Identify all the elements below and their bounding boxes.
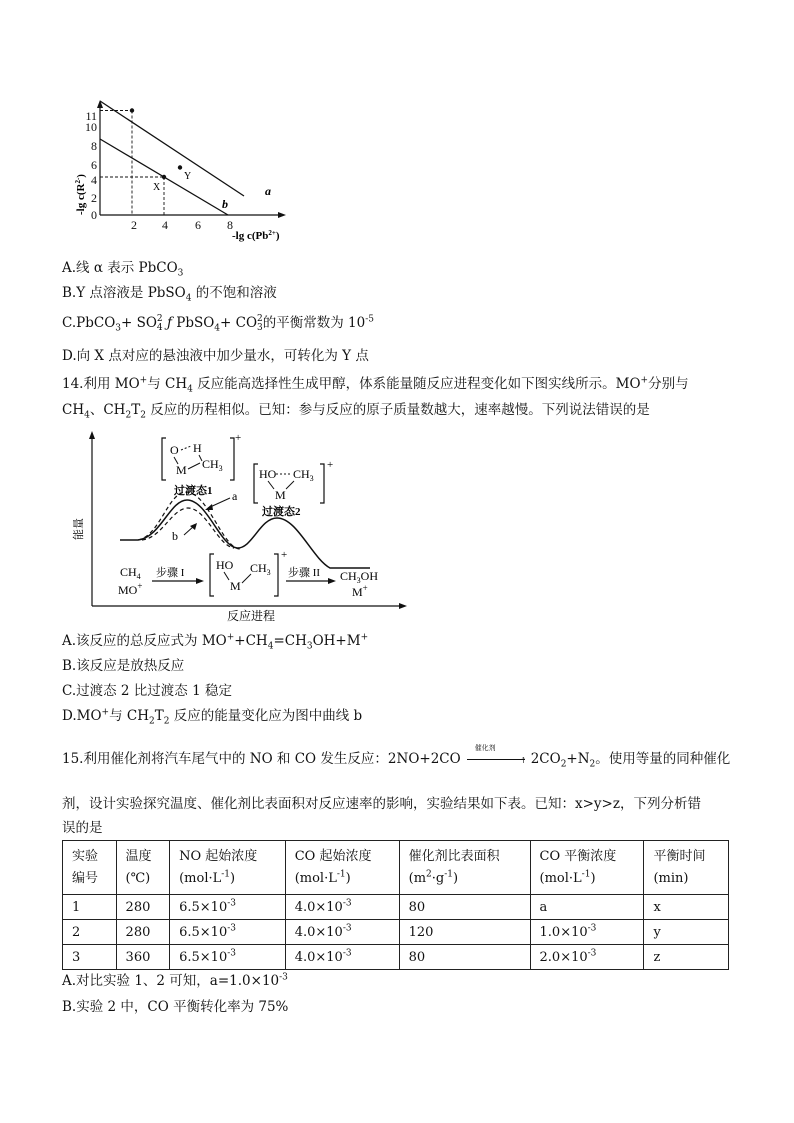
curve-b-label: b [172,529,178,543]
y-tick-8: 8 [91,139,97,153]
curve-a-label: a [232,489,238,503]
y-axis-label: -lg $c(R^{2-})$ [74,174,87,215]
y-tick-6: 6 [91,158,97,172]
q15-line-2: 剂，设计实验探究温度、催化剂比表面积对反应速率的影响，实验结果如下表。已知：x>y>z，下列分析错 [62,796,701,812]
reactant-mo: MO+ [118,581,143,597]
svg-text:过渡态1: 过渡态1 [174,485,213,497]
svg-text:CH3: $CH_3$ [250,561,271,577]
transition-state-2 [254,459,333,518]
reactant-ch4: $CH_4$ [120,565,141,581]
energy-profile-diagram [62,428,412,623]
intermediate [210,549,287,596]
product-m-plus: M+ [352,583,368,599]
x-tick-2: 2 [131,218,137,232]
q15-option-b: B.实验 2 中，CO 平衡转化率为 75% [62,999,289,1015]
y-tick-2: 2 [91,191,97,205]
step-2-label: 步骤 II [288,567,321,579]
table-header-cell: CO 起始浓度 $(mol\cdot L^{-1})$ [285,841,399,895]
step-1-label: 步骤 I [156,567,185,579]
svg-text:O: O [170,443,179,457]
table-cell: $4.0\times 10^{-3}$ [285,920,399,945]
table-header-row [63,841,729,895]
point-Y [178,165,182,169]
table-cell: z [644,945,729,970]
y-label-energy: 能量 [73,518,85,540]
svg-text:CH3: $CH_3$ [202,457,223,473]
point-top [130,108,134,112]
table-cell: x [644,895,729,920]
svg-text:HO: HO [259,467,277,481]
table-header-cell: 平衡时间 (min) [644,841,729,895]
point-X [162,175,166,179]
table-header-cell: 温度 (℃) [116,841,170,895]
point-y-label: Y [184,171,192,182]
point-x-label: X [153,182,161,193]
table-cell: $4.0\times 10^{-3}$ [285,945,399,970]
q15-option-a-text: A.对比实验 1、2 可知，$a=1.0\times 10^{-3}$ [62,972,288,989]
pb-solubility-chart [60,100,300,250]
y-tick-0: 0 [91,208,97,222]
table-cell: $6.5\times 10^{-3}$ [170,895,286,920]
y-tick-4: 4 [91,173,97,187]
q13-option-d: D.向 X 点对应的悬浊液中加少量水，可转化为 Y 点 [62,348,369,364]
table-cell: $1.0\times 10^{-3}$ [530,920,644,945]
svg-text:过渡态2: 过渡态2 [262,506,301,518]
line-a-label: a [265,184,271,198]
table-cell: $6.5\times 10^{-3}$ [170,920,286,945]
y-tick-10: 10 [85,120,97,134]
table-cell: 80 [399,945,530,970]
table-cell: $4.0\times 10^{-3}$ [285,895,399,920]
y-tick-11: 11 [85,109,97,123]
q14-stem: 14.利用 MO+与 $CH_4$ 反应能高选择性生成甲醇，体系能量随反应进程变化如下图实线所示。MO+分别与 $CH_4$、$CH_2T_2$ 反应的历程相似。已知：参与反应的原子质量数越大，速率越慢。下列说法错误的是 [62,375,689,421]
q13-option-b: B.Y 点溶液是 PbSO$_4$ 的不饱和溶液 [62,285,277,304]
table-cell: 3 [63,945,117,970]
svg-text:+: + [327,459,334,471]
table-cell: 1 [63,895,117,920]
catalyst-label: 催化剂 [474,743,496,752]
product-ch3oh: $CH_3OH$ [340,569,379,585]
curve-b [142,508,234,548]
table-cell: y [644,920,729,945]
svg-text:M: M [176,463,187,477]
table-header-cell: CO 平衡浓度 $(mol\cdot L^{-1})$ [530,841,644,895]
x-axis-label: -lg $c(Pb^{2+})$ [232,229,280,242]
table-cell: $6.5\times 10^{-3}$ [170,945,286,970]
solid-energy-curve [120,500,370,568]
x-tick-8: 8 [227,218,233,232]
q15-line-1: 15.利用催化剂将汽车尾气中的 NO 和 CO 发生反应：2NO+2CO 催化剂 ↑ $2CO_2+N_2$。使用等量的同种催化 [62,750,730,769]
svg-text:HO: HO [216,558,234,572]
svg-text:CH3: $CH_3$ [293,467,314,483]
table-row [63,920,729,945]
q14-option-a: A.该反应的总反应式为 $MO^++CH_4=CH_3OH+M^+$ [62,632,369,652]
table-header-cell: NO 起始浓度 $(mol\cdot L^{-1})$ [170,841,286,895]
table-cell: 360 [116,945,170,970]
q13-option-a: A.线 α 表示 PbCO$_3$ [62,260,184,279]
q14-option-b: B.该反应是放热反应 [62,658,185,674]
table-cell: $2.0\times 10^{-3}$ [530,945,644,970]
x-tick-6: 6 [195,218,201,232]
table-cell: 120 [399,920,530,945]
table-cell: 280 [116,920,170,945]
svg-text:M: M [230,579,241,593]
table-cell: 280 [116,895,170,920]
table-cell: 80 [399,895,530,920]
svg-text:H: H [193,441,202,455]
q15-line-3: 误的是 [62,820,103,836]
transition-state-1 [162,432,241,497]
experiment-table [62,840,729,970]
x-tick-4: 4 [162,218,168,232]
svg-text:+: + [235,432,242,444]
table-row [63,895,729,920]
svg-text:M: M [275,488,286,502]
table-header-cell: 催化剂比表面积 $(m^2\cdot g^{-1})$ [399,841,530,895]
svg-text:+: + [281,549,288,561]
table-header-cell: 实验 编号 [63,841,117,895]
table-row [63,945,729,970]
table-cell: a [530,895,644,920]
line-b-label: b [222,197,228,211]
q14-option-d: D.MO+与 $CH_2T_2$ 反应的能量变化应为图中曲线 b [62,707,363,727]
q14-option-c: C.过渡态 2 比过渡态 1 稳定 [62,683,232,699]
x-label-progress: 反应进程 [227,609,276,623]
q13-option-c: C.PbCO$_3$+ SO 2 4 ƒ PbSO$_4$+ CO 2 3 的平衡常数为 $10^{-5}$ [62,313,375,334]
table-cell: 2 [63,920,117,945]
q15-option-a [62,972,288,990]
